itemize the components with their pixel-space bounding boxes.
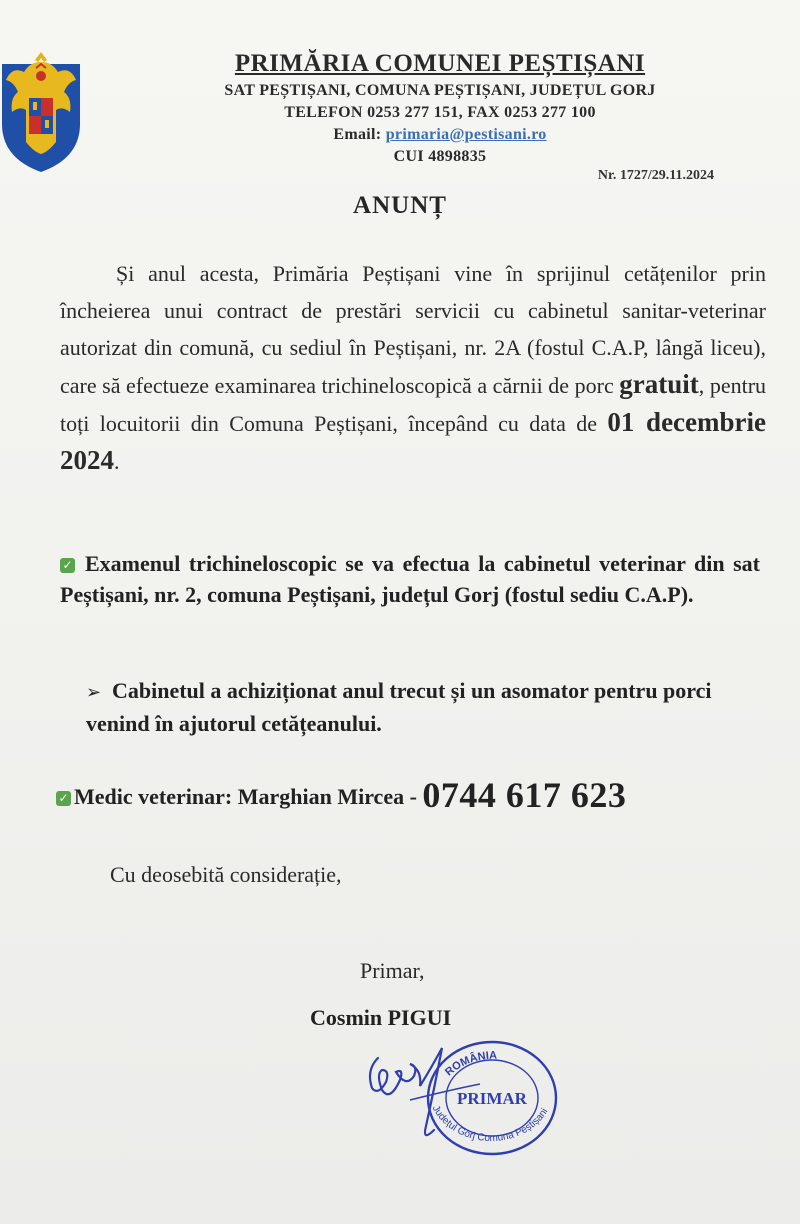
paragraph-text-middle: , pentru toți locuitorii din Comuna Peștișani, începând cu data de xyxy=(60,373,767,436)
stamp-top-text: ROMÂNIA xyxy=(443,1049,498,1079)
vet-phone-number: 0744 617 623 xyxy=(422,775,627,815)
paragraph-text-end: . xyxy=(114,449,120,474)
paragraph-text-before: Și anul acesta, Primăria Peștișani vine în sprijinul cetățenilor prin încheierea unui contract de prestări servicii cu cabinetul sanitar-veterinar autorizat din comună, cu sediul în Peștișani, nr. 2A (fostul C.A.P, lângă liceu), care să efectueze examinarea trichineloscopică a cărnii de porc xyxy=(60,261,766,398)
announcement-paragraph xyxy=(60,255,766,480)
bullet-text: Cabinetul a achiziționat anul trecut și un asomator pentru porci venind în ajutorul cetățeanului. xyxy=(86,678,712,736)
bullet-text: Examenul trichineloscopic se va efectua la cabinetul veterinar din sat Peștișani, nr. 2, comuna Peștișani, județul Gorj (fostul sediu C.A.P). xyxy=(60,551,760,607)
paragraph-start-date: 01 decembrie 2024 xyxy=(60,407,766,475)
list-item xyxy=(56,775,776,815)
arrow-right-icon: ➢ xyxy=(86,682,102,703)
closing-salutation: Cu deosebită considerație, xyxy=(110,862,342,887)
reference-number: Nr. 1727/29.11.2024 xyxy=(597,168,714,183)
institution-phone-fax: TELEFON 0253 277 151, FAX 0253 277 100 xyxy=(284,104,596,121)
paragraph-emphasis: gratuit xyxy=(619,369,699,399)
green-checkbox-icon: ✓ xyxy=(56,791,71,806)
institution-email-line xyxy=(120,124,760,146)
email-label: Email: xyxy=(333,126,382,143)
stamp-bottom-text: Județul Gorj Comuna Peștișani xyxy=(429,1103,551,1145)
document-title: ANUNȚ xyxy=(353,192,447,219)
vet-label: Medic veterinar: Marghian Mircea - xyxy=(74,784,417,809)
stamp-center-text: PRIMAR xyxy=(457,1089,527,1108)
institution-address: SAT PEȘTIȘANI, COMUNA PEȘTIȘANI, JUDEȚUL GORJ xyxy=(224,82,656,99)
romania-coat-of-arms-icon xyxy=(0,46,82,174)
email-link[interactable]: primaria@pestisani.ro xyxy=(385,126,547,143)
institution-cui: CUI 4898835 xyxy=(393,148,487,165)
institution-title: PRIMĂRIA COMUNEI PEȘTIȘANI xyxy=(234,50,646,77)
signatory-name: Cosmin PIGUI xyxy=(310,1005,452,1030)
official-stamp-icon xyxy=(360,1030,560,1165)
list-item xyxy=(60,548,760,610)
green-checkbox-icon: ✓ xyxy=(60,558,75,573)
list-item xyxy=(86,675,760,739)
letterhead xyxy=(120,48,760,168)
signatory-role: Primar, xyxy=(360,958,425,983)
